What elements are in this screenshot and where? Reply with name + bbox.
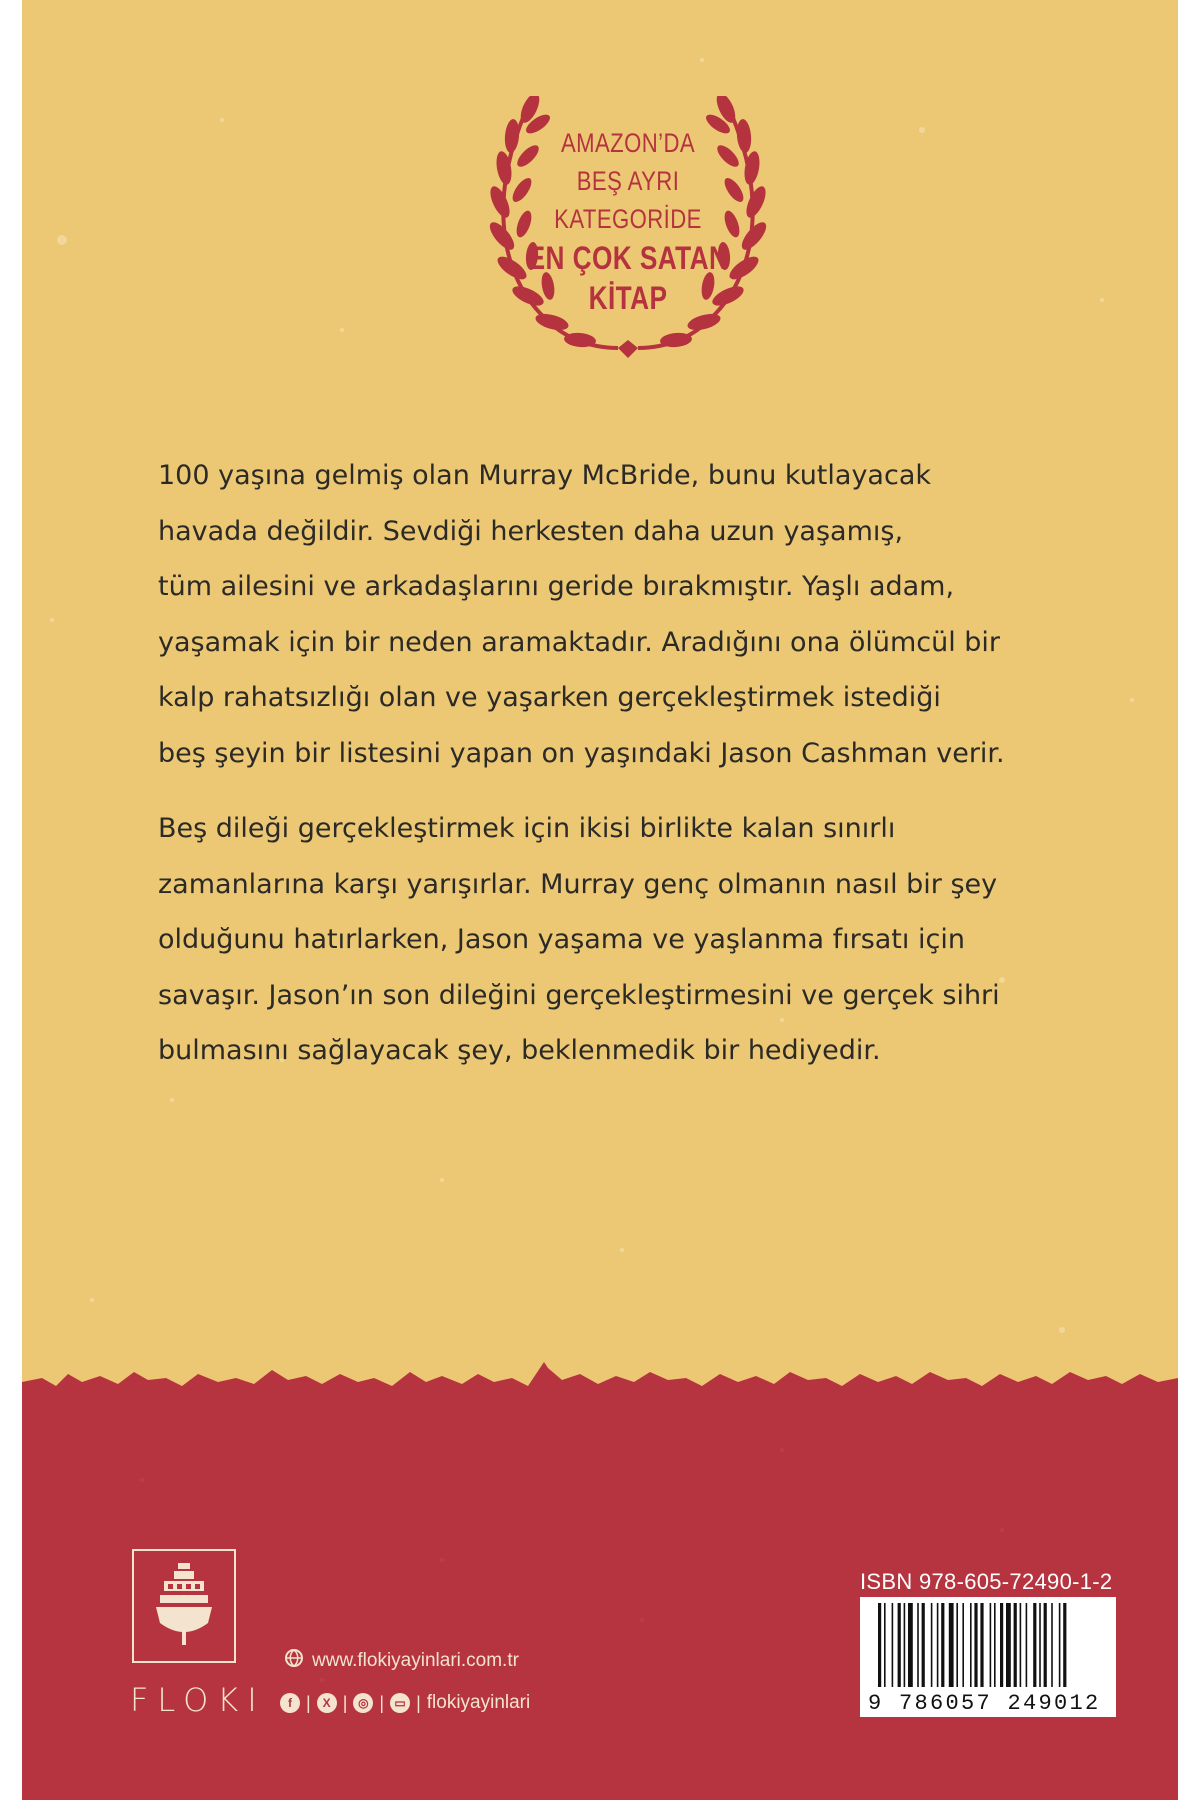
barcode-bar — [904, 1603, 906, 1687]
barcode-bar — [1044, 1603, 1047, 1687]
barcode-bar — [1039, 1603, 1041, 1687]
logo-frame — [132, 1549, 236, 1663]
barcode-bar — [949, 1603, 954, 1687]
award-line-5: KİTAP — [588, 280, 668, 316]
barcode-bar — [898, 1603, 901, 1687]
award-line-3: KATEGORİDE — [554, 204, 702, 234]
barcode-bar — [980, 1603, 983, 1687]
divider: | — [306, 1692, 311, 1713]
barcode-bar — [1000, 1603, 1003, 1687]
barcode-bar — [884, 1603, 886, 1687]
barcode-bar — [962, 1603, 964, 1687]
barcode-digits: 9 786057 249012 — [868, 1691, 1101, 1716]
barcode-bar — [878, 1603, 881, 1687]
barcode-bar — [892, 1603, 894, 1687]
publisher-name: FLOKI — [130, 1681, 266, 1719]
x-icon[interactable]: X — [317, 1693, 337, 1713]
barcode-bar — [974, 1603, 977, 1687]
barcode-bar — [990, 1603, 992, 1687]
barcode-bar — [956, 1603, 958, 1687]
instagram-icon[interactable]: ◎ — [353, 1693, 373, 1713]
award-line-4: EN ÇOK SATAN — [527, 240, 729, 276]
barcode-bar — [931, 1603, 933, 1687]
barcode-bar — [1006, 1603, 1011, 1687]
social-handle[interactable]: flokiyayinlari — [426, 1692, 531, 1713]
description-paragraph-2: Beş dileği gerçekleştirmek için ikisi birlikte kalan sınırlı zamanlarına karşı yarışırlar. Murray genç olmanın nasıl bir şey olduğunu hatırlarken, Jason yaşama ve yaşlanma fırsatı için savaşır. Jason’ın son dileğini gerçekleştirmesini ve gerçek sihri bulmasını sağlayacak şey, beklenmedik bir hediyedir. — [158, 813, 1000, 1066]
bestseller-award-badge — [468, 96, 788, 366]
publisher-logo — [130, 1549, 266, 1719]
barcode-bar — [908, 1603, 913, 1687]
award-text — [468, 124, 788, 318]
globe-icon — [284, 1648, 304, 1674]
divider: | — [379, 1692, 385, 1713]
barcode-bar — [1033, 1603, 1036, 1687]
award-line-2: BEŞ AYRI — [576, 166, 680, 196]
barcode-bar — [1063, 1603, 1066, 1687]
isbn-label: ISBN 978-605-72490-1-2 — [860, 1569, 1113, 1594]
publisher-website[interactable] — [284, 1648, 519, 1674]
barcode-bar — [937, 1603, 939, 1687]
barcode-bar — [917, 1603, 919, 1687]
barcode-bar — [1051, 1603, 1053, 1687]
barcode-bar — [970, 1603, 972, 1687]
ship-icon — [134, 1551, 234, 1661]
barcode-bar — [922, 1603, 925, 1687]
divider: | — [416, 1692, 421, 1713]
barcode-bar — [1059, 1603, 1061, 1687]
book-description — [158, 448, 1078, 1099]
barcode-bars — [860, 1597, 1116, 1693]
divider: | — [342, 1692, 348, 1713]
barcode-bar — [1026, 1603, 1028, 1687]
website-url[interactable]: www.flokiyayinlari.com.tr — [312, 1650, 519, 1671]
barcode-bar — [994, 1603, 996, 1687]
social-links — [280, 1692, 530, 1714]
barcode-bar — [1014, 1603, 1017, 1687]
award-line-1: AMAZON’DA — [560, 128, 696, 158]
barcode-bar — [1020, 1603, 1022, 1687]
book-back-cover — [22, 0, 1178, 1800]
barcode-bar — [941, 1603, 944, 1687]
youtube-icon[interactable]: ▭ — [390, 1693, 410, 1713]
isbn-barcode — [860, 1597, 1116, 1717]
description-paragraph-1: 100 yaşına gelmiş olan Murray McBride, bunu kutlayacak havada değildir. Sevdiği herkesten daha uzun yaşamış, tüm ailesini ve arkadaşlarını geride bırakmıştır. Yaşlı adam, yaşamak için bir neden aramaktadır. Aradığını ona ölümcül bir kalp rahatsızlığı olan ve yaşarken gerçekleştirmek istediği beş şeyin bir listesini yapan on yaşındaki Jason Cashman verir. — [158, 460, 1005, 769]
facebook-icon[interactable]: f — [280, 1693, 300, 1713]
